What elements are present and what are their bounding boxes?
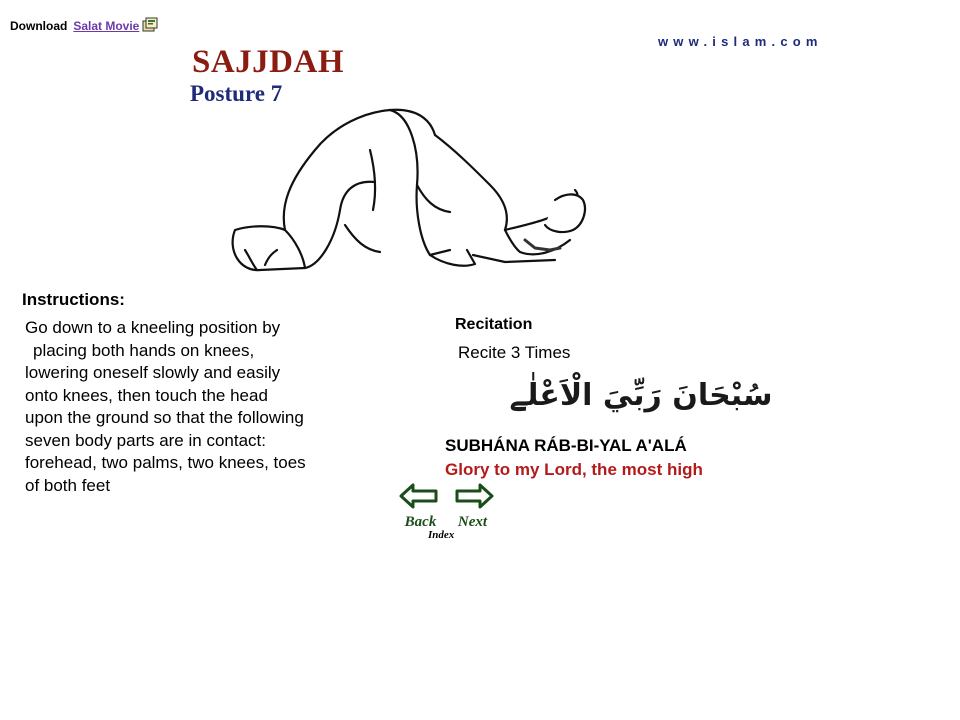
instruction-line: upon the ground so that the following: [25, 408, 304, 427]
recitation-count: Recite 3 Times: [458, 343, 571, 362]
arabic-text: سُبْحَانَ رَبِّيَ الْاَعْلٰے: [509, 378, 773, 413]
back-button[interactable]: [398, 482, 443, 531]
download-bar: [10, 17, 158, 35]
next-label: Next: [457, 514, 488, 530]
instruction-line: of both feet: [25, 475, 111, 495]
back-label: Back: [404, 514, 437, 530]
instruction-line: forehead, two palms, two knees, toes: [25, 453, 306, 472]
page-title: SAJJDAH: [192, 44, 345, 80]
prostration-illustration: [205, 90, 630, 300]
recitation-heading: Recitation: [455, 316, 533, 333]
back-arrow-icon: [398, 482, 443, 510]
file-download-icon[interactable]: [142, 17, 158, 35]
posture-label: Posture 7: [190, 81, 283, 106]
instruction-line: Go down to a kneeling position by: [25, 318, 281, 337]
instructions-heading: Instructions:: [22, 290, 125, 309]
site-url[interactable]: www.islam.com: [658, 34, 823, 49]
instruction-line: placing both hands on knees,: [33, 340, 255, 360]
instruction-line: seven body parts are in contact:: [25, 430, 266, 450]
download-label: Download: [10, 19, 68, 33]
next-arrow-icon: [450, 482, 495, 510]
arabic-calligraphy: [495, 364, 787, 428]
instruction-line: lowering oneself slowly and easily: [25, 363, 281, 382]
navigation: [398, 482, 498, 542]
salat-movie-link[interactable]: Salat Movie: [73, 19, 140, 33]
instruction-line: onto knees, then touch the head: [25, 385, 268, 405]
translation: Glory to my Lord, the most high: [445, 460, 703, 479]
index-link[interactable]: Index: [428, 529, 455, 541]
instructions-text: [25, 317, 395, 497]
transliteration: SUBHÁNA RÁB-BI-YAL A'ALÁ: [445, 436, 687, 455]
next-button[interactable]: [450, 482, 495, 531]
